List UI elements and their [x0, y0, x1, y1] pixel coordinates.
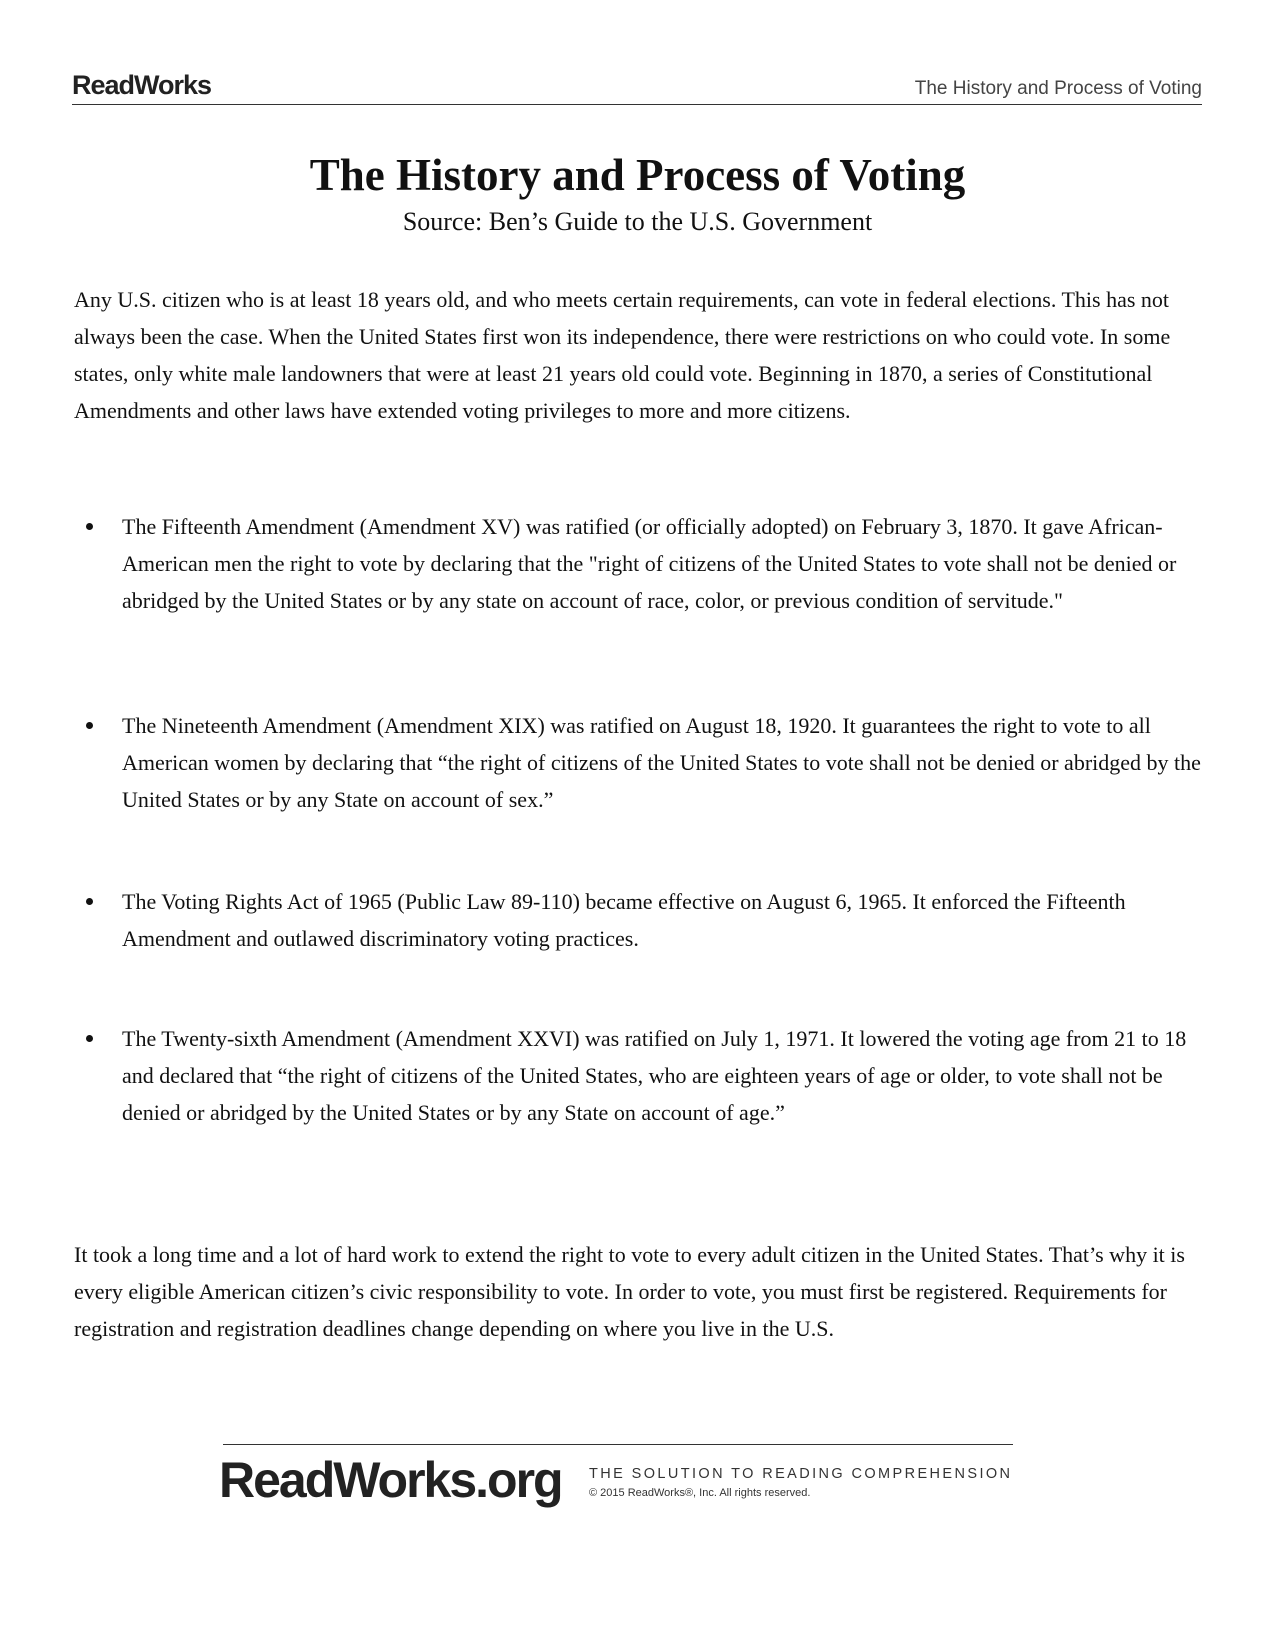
page-header [72, 66, 1202, 105]
bullet-icon [86, 722, 93, 729]
header-logo: ReadWorks [72, 70, 212, 100]
bullet-text: The Voting Rights Act of 1965 (Public Law 89-110) became effective on August 6, 1965. It enforced the Fifteenth Amendment and outlawed discriminatory voting practices. [122, 889, 1126, 951]
bullet-icon [86, 523, 93, 530]
page-footer [219, 1444, 1013, 1515]
footer-copyright: © 2015 ReadWorks®, Inc. All rights reserved. [589, 1487, 811, 1499]
bullet-text: The Nineteenth Amendment (Amendment XIX) was ratified on August 18, 1920. It guarantees the right to vote to all American women by declaring that “the right of citizens of the United States to vote shall not be denied or abridged by the United States or by any State on account of sex.” [122, 713, 1201, 812]
intro-paragraph: Any U.S. citizen who is at least 18 years old, and who meets certain requirements, can vote in federal elections. This has not always been the case. When the United States first won its independence, there were restrictions on who could vote. In some states, only white male landowners that were at least 21 years old could vote. Beginning in 1870, a series of Constitutional Amendments and other laws have extended voting privileges to more and more citizens. [74, 287, 1171, 423]
header-title: The History and Process of Voting [914, 78, 1202, 99]
footer-tagline: THE SOLUTION TO READING COMPREHENSION [589, 1466, 1013, 1482]
document-source: Source: Ben’s Guide to the U.S. Government [402, 207, 873, 236]
bullet-text: The Fifteenth Amendment (Amendment XV) was ratified (or officially adopted) on February 3, 1870. It gave African-American men the right to vote by declaring that the "right of citizens of the United States to vote shall not be denied or abridged by the United States or by any state on account of race, color, or previous condition of servitude." [122, 514, 1177, 613]
bullet-text: The Twenty-sixth Amendment (Amendment XXVI) was ratified on July 1, 1971. It lowered the voting age from 21 to 18 and declared that “the right of citizens of the United States, who are eighteen years of age or older, to vote shall not be denied or abridged by the United States or by any State on account of age.” [122, 1026, 1187, 1125]
document-title: The History and Process of Voting [309, 150, 966, 200]
footer-logo: ReadWorks.org [219, 1452, 562, 1508]
bullet-icon [86, 898, 93, 905]
bullet-icon [86, 1035, 93, 1042]
closing-paragraph: It took a long time and a lot of hard work to extend the right to vote to every adult citizen in the United States. That’s why it is every eligible American citizen’s civic responsibility to vote. In order to vote, you must first be registered. Requirements for registration and registration deadlines change depending on where you live in the U.S. [74, 1242, 1185, 1341]
